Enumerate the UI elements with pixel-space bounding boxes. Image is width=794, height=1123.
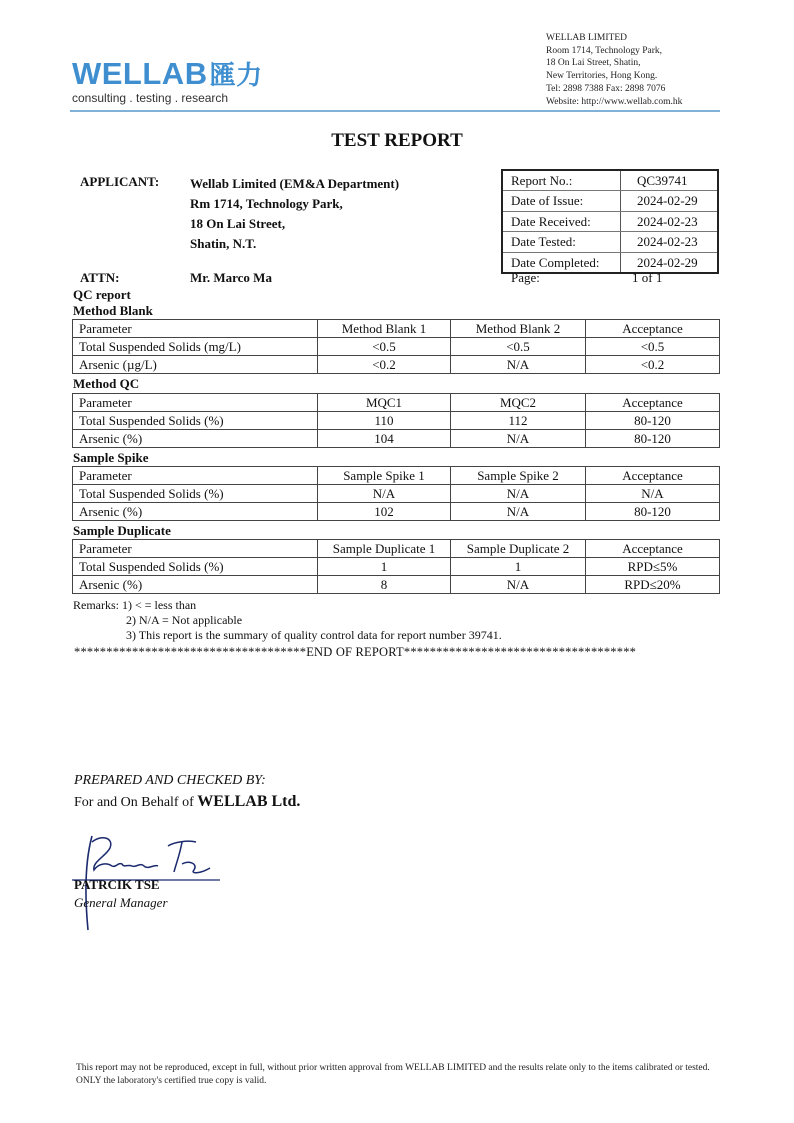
- table-cell: 1: [318, 558, 451, 576]
- applicant-line: Wellab Limited (EM&A Department): [190, 176, 400, 191]
- table-row: [73, 576, 720, 594]
- table-cell: Total Suspended Solids (%): [73, 485, 318, 503]
- table-cell: RPD≤5%: [586, 558, 720, 576]
- remark-line: Remarks: 1) < = less than: [73, 598, 197, 612]
- table-cell: N/A: [586, 485, 720, 503]
- remarks: [73, 598, 502, 643]
- signatory-title: General Manager: [74, 895, 168, 910]
- table-row: [73, 430, 720, 448]
- table-cell: Total Suspended Solids (%): [73, 412, 318, 430]
- table-cell: 80-120: [586, 412, 720, 430]
- on-behalf-line: [74, 793, 300, 811]
- table-cell: Parameter: [73, 540, 318, 558]
- table-cell: MQC2: [451, 394, 586, 412]
- page-title: TEST REPORT: [331, 130, 463, 151]
- sample-duplicate-table: [72, 539, 720, 594]
- info-label: Date Completed:: [503, 253, 621, 272]
- header-divider: [70, 110, 720, 112]
- table-cell: <0.2: [318, 356, 451, 374]
- applicant-line: Shatin, N.T.: [190, 236, 257, 251]
- section-title-method-blank: Method Blank: [73, 303, 153, 318]
- address-line: WELLAB LIMITED: [546, 33, 627, 43]
- table-cell: Total Suspended Solids (%): [73, 558, 318, 576]
- behalf-prefix: For and On Behalf of: [74, 795, 194, 810]
- table-cell: <0.2: [586, 356, 720, 374]
- table-cell: Acceptance: [586, 320, 720, 338]
- table-cell: Sample Spike 1: [318, 467, 451, 485]
- table-cell: Arsenic (%): [73, 430, 318, 448]
- table-cell: 112: [451, 412, 586, 430]
- table-row: [73, 485, 720, 503]
- end-of-report: ************************************END OF REPORT************************************: [74, 645, 637, 659]
- table-row: [73, 356, 720, 374]
- address-line: Website: http://www.wellab.com.hk: [546, 96, 683, 107]
- applicant-line: Rm 1714, Technology Park,: [190, 196, 343, 211]
- applicant-address: [190, 174, 399, 254]
- table-header-row: [73, 394, 720, 412]
- table-header-row: [73, 320, 720, 338]
- attn-value: Mr. Marco Ma: [190, 270, 272, 285]
- table-cell: Method Blank 1: [318, 320, 451, 338]
- table-cell: <0.5: [586, 338, 720, 356]
- report-info-box: [501, 169, 719, 274]
- table-cell: 102: [318, 503, 451, 521]
- table-cell: Arsenic (µg/L): [73, 356, 318, 374]
- address-line: New Territories, Hong Kong.: [546, 71, 658, 82]
- report-info-row: [503, 190, 717, 210]
- section-title-sample-duplicate: Sample Duplicate: [73, 523, 171, 538]
- table-header-row: [73, 540, 720, 558]
- qc-report-label: QC report: [73, 287, 131, 302]
- table-header-row: [73, 467, 720, 485]
- page-label: Page:: [511, 270, 540, 285]
- table-row: [73, 412, 720, 430]
- info-label: Date Tested:: [503, 232, 621, 251]
- table-cell: Sample Spike 2: [451, 467, 586, 485]
- company-logo: [72, 58, 263, 89]
- prepared-label: PREPARED AND CHECKED BY:: [74, 773, 266, 788]
- table-cell: N/A: [318, 485, 451, 503]
- address-line: 18 On Lai Street, Shatin,: [546, 58, 641, 69]
- info-label: Date of Issue:: [503, 191, 621, 210]
- info-label: Date Received:: [503, 212, 621, 231]
- signatory-name: PATRCIK TSE: [74, 877, 160, 892]
- table-cell: N/A: [451, 485, 586, 503]
- page-value: 1 of 1: [632, 270, 663, 285]
- table-cell: Parameter: [73, 467, 318, 485]
- sample-spike-table: [72, 466, 720, 521]
- info-value: 2024-02-29: [637, 193, 698, 209]
- table-cell: MQC1: [318, 394, 451, 412]
- table-cell: Acceptance: [586, 394, 720, 412]
- info-label: Report No.:: [503, 171, 621, 190]
- table-row: [73, 558, 720, 576]
- company-tagline: consulting . testing . research: [72, 91, 229, 105]
- company-address: [546, 32, 682, 108]
- section-title-method-qc: Method QC: [73, 376, 140, 391]
- info-value: QC39741: [637, 173, 688, 188]
- footer-disclaimer: This report may not be reproduced, except in full, without prior written approval from WELLAB LIMITED and the results relate only to the items calibrated or tested. ONLY the laboratory's certified true copy is valid.: [76, 1063, 710, 1086]
- section-title-sample-spike: Sample Spike: [73, 450, 149, 465]
- address-line: Room 1714, Technology Park,: [546, 45, 663, 56]
- table-cell: 110: [318, 412, 451, 430]
- report-info-row: [503, 252, 717, 272]
- table-cell: Total Suspended Solids (mg/L): [73, 338, 318, 356]
- applicant-line: 18 On Lai Street,: [190, 216, 286, 231]
- report-info-row: [503, 211, 717, 231]
- table-cell: 1: [451, 558, 586, 576]
- attn-label: ATTN:: [80, 270, 120, 285]
- report-info-row: [503, 231, 717, 251]
- report-info-row: [503, 171, 717, 190]
- table-row: [73, 338, 720, 356]
- table-cell: Parameter: [73, 394, 318, 412]
- table-cell: Acceptance: [586, 540, 720, 558]
- remark-line: 3) This report is the summary of quality control data for report number 39741.: [126, 628, 502, 642]
- method-qc-table: [72, 393, 720, 448]
- table-cell: N/A: [451, 430, 586, 448]
- table-cell: N/A: [451, 576, 586, 594]
- table-cell: <0.5: [451, 338, 586, 356]
- method-blank-table: [72, 319, 720, 374]
- table-cell: <0.5: [318, 338, 451, 356]
- table-cell: Arsenic (%): [73, 503, 318, 521]
- info-value: 2024-02-23: [637, 213, 698, 229]
- address-line: Tel: 2898 7388 Fax: 2898 7076: [546, 83, 666, 94]
- table-cell: Arsenic (%): [73, 576, 318, 594]
- table-cell: Acceptance: [586, 467, 720, 485]
- table-cell: Sample Duplicate 2: [451, 540, 586, 558]
- table-cell: 80-120: [586, 503, 720, 521]
- logo-text: WELLAB: [72, 56, 208, 91]
- remark-line: 2) N/A = Not applicable: [126, 613, 243, 627]
- table-cell: N/A: [451, 503, 586, 521]
- applicant-label: APPLICANT:: [80, 174, 160, 189]
- info-value: 2024-02-23: [637, 234, 698, 250]
- logo-chinese: 匯力: [209, 60, 263, 90]
- table-cell: RPD≤20%: [586, 576, 720, 594]
- table-cell: 104: [318, 430, 451, 448]
- info-value: 2024-02-29: [637, 254, 698, 270]
- behalf-company: WELLAB Ltd.: [197, 793, 301, 810]
- table-cell: Sample Duplicate 1: [318, 540, 451, 558]
- table-cell: 80-120: [586, 430, 720, 448]
- table-cell: 8: [318, 576, 451, 594]
- table-row: [73, 503, 720, 521]
- table-cell: Parameter: [73, 320, 318, 338]
- table-cell: N/A: [451, 356, 586, 374]
- table-cell: Method Blank 2: [451, 320, 586, 338]
